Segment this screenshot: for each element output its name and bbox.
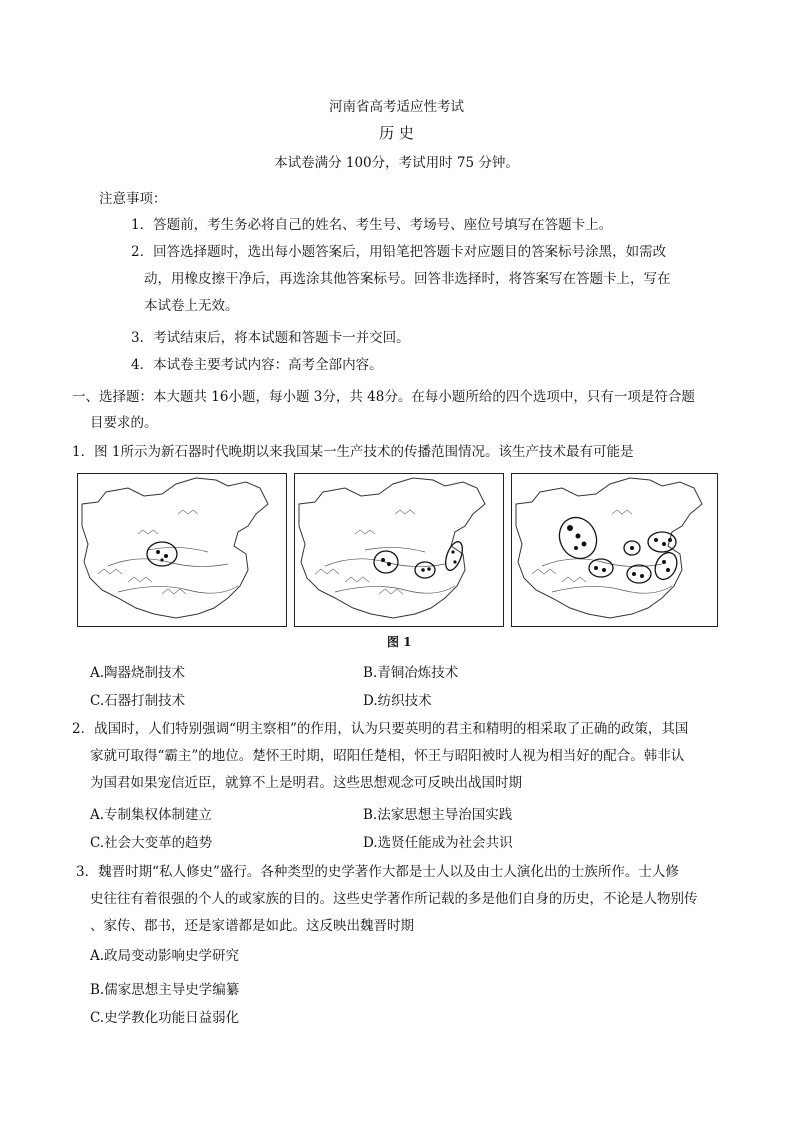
q3-stem-line: 、家传、郡书，还是家谱都是如此。这反映出魏晋时期 [90,918,414,934]
map1-zone [147,542,177,566]
q3-option-a[interactable]: A.政局变动影响史学研究 [90,948,240,964]
q3-stem-line: 史往往有着很强的个人的或家族的目的。这些史学著作所记载的多是他们自身的历史，不论是人物别传 [90,891,698,907]
map-panel-3 [511,473,718,627]
q3-option-b[interactable]: B.儒家思想主导史学编纂 [90,982,240,998]
map2-zone [442,540,465,573]
section-heading: 一、选择题：本大题共 16小题，每小题 3分，共 48分。在每小题所给的四个选项中，只有一项是符合题 [72,389,695,405]
map3-zone [651,549,681,583]
map-panel-1 [77,473,287,627]
figure-caption: 图 1 [387,635,412,649]
map3-zone [627,565,651,583]
q3-stem-line: 3．魏晋时期“私人修史”盛行。各种类型的史学著作大都是士人以及由士人演化出的士族所作。士人修 [76,864,679,880]
notice-item: 动，用橡皮擦干净后，再选涂其他答案标号。回答非选择时，将答案写在答题卡上，写在 [144,271,671,287]
map2-zone [415,562,435,578]
q2-stem-line: 为国君如果宠信近臣，就算不上是明君。这些思想观念可反映出战国时期 [90,775,522,791]
notice-title: 注意事项： [99,191,167,207]
section-heading-cont: 目要求的。 [90,415,158,431]
exam-title: 河南省高考适应性考试 [329,99,464,115]
notice-item: 4．本试卷主要考试内容：高考全部内容。 [131,357,383,373]
q2-option-a[interactable]: A.专制集权体制建立 [90,807,213,823]
subject-title: 历 史 [379,124,414,142]
q1-option-c[interactable]: C.石器打制技术 [90,693,186,709]
notice-item: 1．答题前，考生务必将自己的姓名、考生号、考场号、座位号填写在答题卡上。 [131,217,613,233]
map3-zone [648,532,676,552]
q2-option-d[interactable]: D.选贤任能成为社会共识 [363,835,513,851]
q2-stem-line: 2．战国时，人们特别强调“明主察相”的作用，认为只要英明的君主和精明的相采取了正确的政策，其国 [72,721,689,737]
exam-info: 本试卷满分 100分，考试用时 75 分钟。 [274,155,519,171]
notice-item: 2．回答选择题时，选出每小题答案后，用铅笔把答题卡对应题目的答案标号涂黑，如需改 [131,244,667,260]
q1-option-b[interactable]: B.青铜冶炼技术 [363,665,459,681]
q1-option-d[interactable]: D.纺织技术 [363,693,432,709]
map-panel-2 [294,473,504,627]
q1-stem: 1．图 1所示为新石器时代晚期以来我国某一生产技术的传播范围情况。该生产技术最有可能是 [72,444,634,460]
q2-option-c[interactable]: C.社会大变革的趋势 [90,835,213,851]
notice-item: 本试卷上无效。 [144,298,239,314]
q3-option-c[interactable]: C.史学教化功能日益弱化 [90,1010,240,1026]
notice-item: 3．考试结束后，将本试题和答题卡一并交回。 [131,330,410,346]
q2-stem-line: 家就可取得“霸主”的地位。楚怀王时期，昭阳任楚相，怀王与昭阳被时人视为相当好的配合。韩非认 [90,748,685,764]
q2-option-b[interactable]: B.法家思想主导治国实践 [363,807,513,823]
q1-option-a[interactable]: A.陶器烧制技术 [90,665,186,681]
